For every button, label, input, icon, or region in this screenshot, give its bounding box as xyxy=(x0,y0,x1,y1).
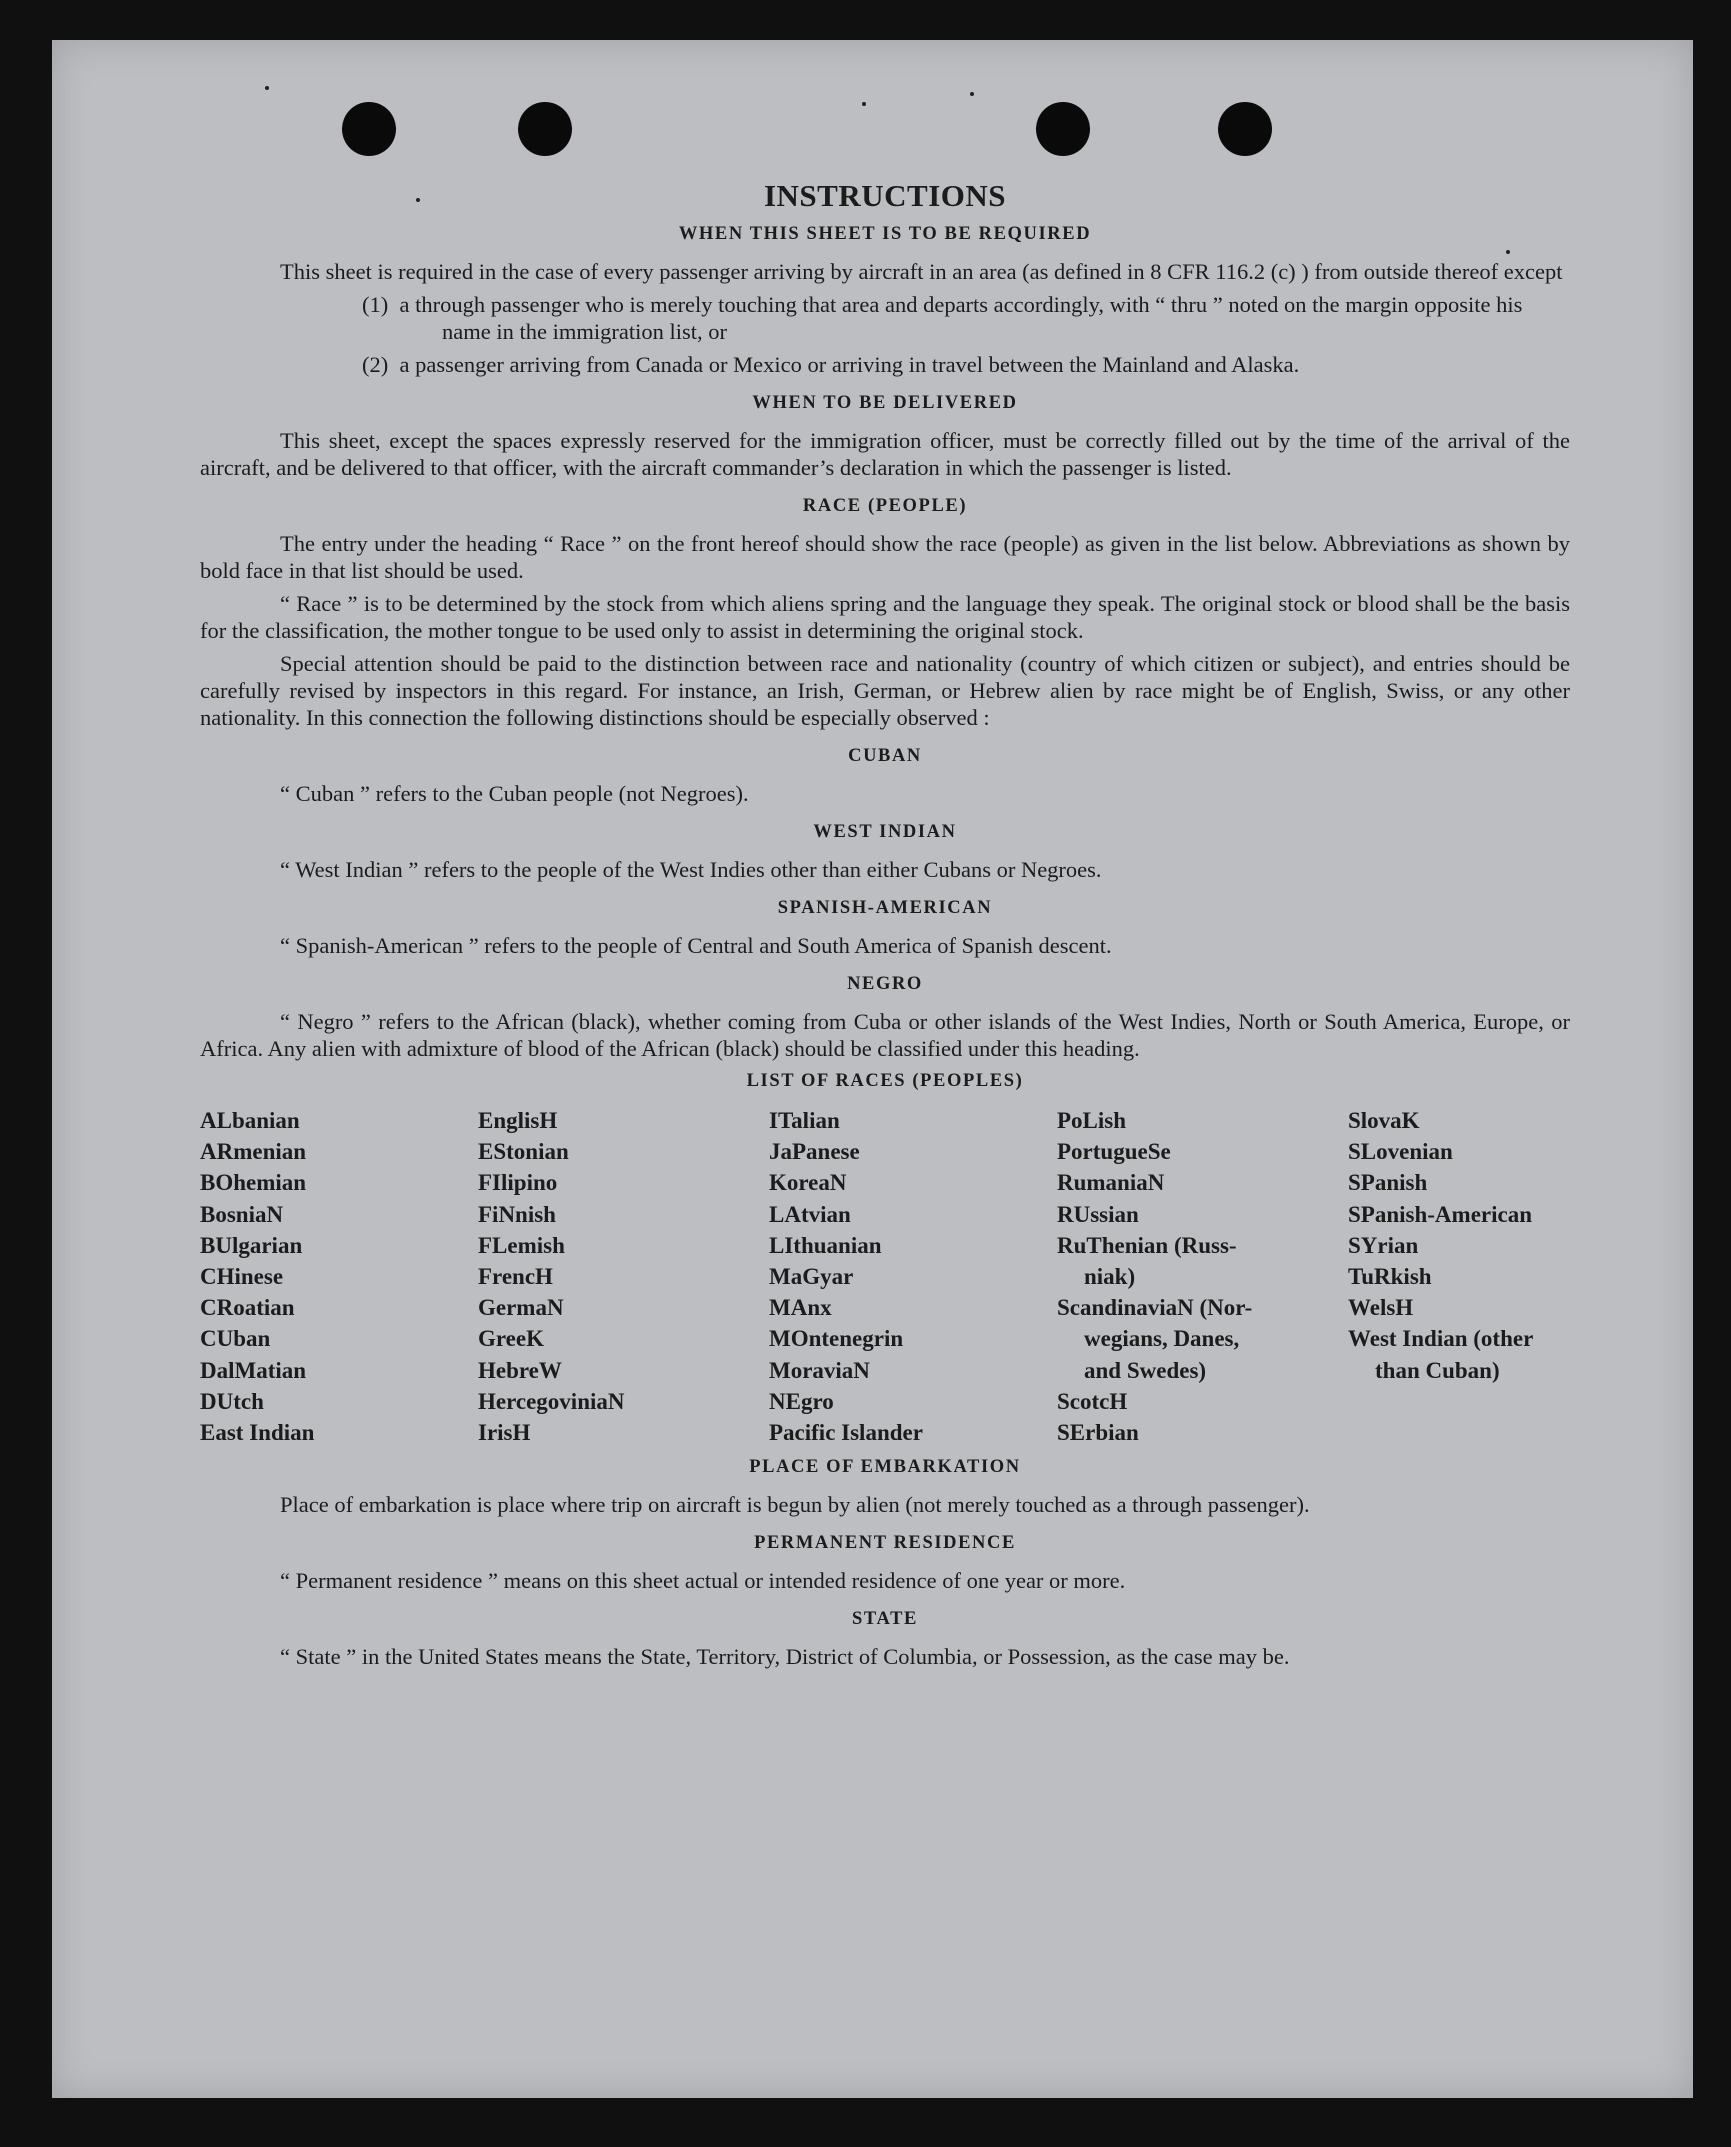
race-entry: SLovenian xyxy=(1348,1139,1453,1165)
race-entry: EnglisH xyxy=(478,1108,558,1133)
race-entry: RUssian xyxy=(1057,1201,1139,1227)
race-entry: EStonian xyxy=(478,1139,569,1165)
document-body xyxy=(200,178,1570,1676)
west-indian-text: “ West Indian ” refers to the people of the West Indies other than either Cubans or Negroes. xyxy=(280,857,1102,882)
race-entry: FiNnish xyxy=(478,1201,556,1227)
race-entry: JaPanese xyxy=(769,1139,860,1165)
race-paragraph-2: “ Race ” is to be determined by the stock from which aliens spring and the language they speak. The original stock or blood shall be the basis for the classification, the mother tongue to be used only to assist in determining the original stock. xyxy=(200,591,1570,643)
race-entry: WelsH xyxy=(1348,1295,1414,1321)
race-entry: RumaniaN xyxy=(1057,1170,1165,1196)
race-entry: niak) xyxy=(1084,1264,1136,1290)
punch-hole xyxy=(1036,102,1090,156)
page-title: INSTRUCTIONS xyxy=(763,178,1006,213)
punch-hole xyxy=(342,102,396,156)
race-entry: CHinese xyxy=(200,1264,284,1290)
speck xyxy=(265,86,269,90)
race-entry: FLemish xyxy=(478,1232,565,1258)
heading-negro: NEGRO xyxy=(847,974,923,994)
required-item-2 xyxy=(200,351,1570,378)
race-entry: DUtch xyxy=(200,1388,264,1414)
heading-list-of-races: LIST OF RACES (PEOPLES) xyxy=(746,1071,1024,1091)
race-entry: Pacific Islander xyxy=(769,1420,923,1446)
heading-state: STATE xyxy=(852,1609,918,1630)
required-item-1 xyxy=(200,291,1570,345)
race-entry: DalMatian xyxy=(200,1357,307,1383)
race-entry: East Indian xyxy=(200,1420,315,1446)
race-entry: West Indian (other xyxy=(1348,1326,1534,1352)
race-column-1 xyxy=(200,1105,462,1448)
race-entry: wegians, Danes, xyxy=(1084,1326,1240,1352)
race-entry: ARmenian xyxy=(200,1139,307,1165)
negro-text: “ Negro ” refers to the African (black), whether coming from Cuba or other islands of the West Indies, North or South America, Europe, or Africa. Any alien with admixture of blood of the African (black) should be classified under this heading. xyxy=(200,1009,1570,1061)
race-column-4 xyxy=(1057,1105,1332,1448)
race-entry: CRoatian xyxy=(200,1295,295,1321)
race-entry: MOntenegrin xyxy=(769,1326,904,1352)
heading-west-indian: WEST INDIAN xyxy=(813,822,957,842)
race-entry: FrencH xyxy=(478,1264,553,1290)
race-paragraph-1: The entry under the heading “ Race ” on the front hereof should show the race (people) as given in the list below. Abbreviations as shown by bold face in that list should be used. xyxy=(200,531,1570,583)
race-entry: SlovaK xyxy=(1348,1108,1420,1133)
race-entry: SPanish-American xyxy=(1348,1201,1532,1227)
item-number: (1) xyxy=(362,292,389,317)
speck xyxy=(970,92,974,96)
item-number: (2) xyxy=(362,352,389,377)
race-entry: ALbanian xyxy=(200,1108,300,1133)
heading-race: RACE (PEOPLE) xyxy=(802,496,968,516)
heading-cuban: CUBAN xyxy=(848,746,922,766)
race-entry: BUlgarian xyxy=(200,1232,303,1258)
race-entry: GermaN xyxy=(478,1295,564,1321)
race-entry: PoLish xyxy=(1057,1108,1127,1133)
race-entry: than Cuban) xyxy=(1375,1357,1500,1383)
state-text: “ State ” in the United States means the State, Territory, District of Columbia, or Possession, as the case may be. xyxy=(280,1644,1290,1670)
race-entry: NEgro xyxy=(769,1388,834,1414)
punch-hole xyxy=(1218,102,1272,156)
race-entry: HercegoviniaN xyxy=(478,1388,625,1414)
race-entry: BosniaN xyxy=(200,1201,284,1227)
residence-text: “ Permanent residence ” means on this sheet actual or intended residence of one year or more. xyxy=(280,1568,1126,1594)
speck xyxy=(862,102,866,106)
item-text: a passenger arriving from Canada or Mexico or arriving in travel between the Mainland and Alaska. xyxy=(399,352,1300,377)
race-entry: RuThenian (Russ- xyxy=(1057,1232,1237,1258)
item-text: a through passenger who is merely touching that area and departs accordingly, with “ thru ” noted on the margin opposite his name in the immigration list, or xyxy=(399,292,1523,344)
required-intro: This sheet is required in the case of every passenger arriving by aircraft in an area (as defined in 8 CFR 116.2 (c) ) from outside thereof except xyxy=(280,259,1563,284)
race-entry: ScandinaviaN (Nor- xyxy=(1057,1295,1253,1321)
race-entry: IrisH xyxy=(478,1420,531,1446)
race-entry: ITalian xyxy=(769,1108,840,1133)
heading-embarkation: PLACE OF EMBARKATION xyxy=(749,1457,1021,1478)
heading-residence: PERMANENT RESIDENCE xyxy=(754,1533,1016,1554)
race-entry: LAtvian xyxy=(769,1201,851,1227)
race-entry: SErbian xyxy=(1057,1420,1139,1446)
race-entry: MaGyar xyxy=(769,1264,854,1290)
race-paragraph-3: Special attention should be paid to the distinction between race and nationality (country of which citizen or subject), and entries should be carefully revised by inspectors in this regard. For instance, an Irish, German, or Hebrew alien by race might be of English, Swiss, or any other nationality. In this connection the following distinctions should be especially observed : xyxy=(200,651,1570,730)
race-column-3 xyxy=(769,1105,1041,1448)
race-list xyxy=(200,1105,1570,1448)
race-entry: LIthuanian xyxy=(769,1232,882,1258)
race-entry: MAnx xyxy=(769,1295,832,1321)
race-column-2 xyxy=(478,1105,753,1448)
race-entry: PortugueSe xyxy=(1057,1139,1171,1165)
document-page xyxy=(52,40,1693,2098)
race-entry: TuRkish xyxy=(1348,1264,1432,1290)
race-entry: and Swedes) xyxy=(1084,1357,1207,1383)
race-entry: SPanish xyxy=(1348,1170,1428,1196)
race-entry: SYrian xyxy=(1348,1232,1419,1258)
delivered-text: This sheet, except the spaces expressly reserved for the immigration officer, must be correctly filled out by the time of the arrival of the aircraft, and be delivered to that officer, with the aircraft commander’s declaration in which the passenger is listed. xyxy=(200,428,1570,480)
race-entry: BOhemian xyxy=(200,1170,307,1196)
race-entry: CUban xyxy=(200,1326,271,1352)
heading-delivered: WHEN TO BE DELIVERED xyxy=(752,393,1018,413)
embarkation-text: Place of embarkation is place where trip on aircraft is begun by alien (not merely touched as a through passenger). xyxy=(280,1492,1310,1518)
spanish-american-text: “ Spanish-American ” refers to the people of Central and South America of Spanish descent. xyxy=(280,933,1112,958)
race-entry: MoraviaN xyxy=(769,1357,870,1383)
race-entry: GreeK xyxy=(478,1326,544,1352)
race-column-5 xyxy=(1348,1105,1570,1448)
race-entry: FIlipino xyxy=(478,1170,558,1196)
heading-spanish-american: SPANISH-AMERICAN xyxy=(777,898,993,918)
punch-hole xyxy=(518,102,572,156)
cuban-text: “ Cuban ” refers to the Cuban people (not Negroes). xyxy=(280,781,749,806)
heading-required: WHEN THIS SHEET IS TO BE REQUIRED xyxy=(678,224,1092,244)
race-entry: KoreaN xyxy=(769,1170,847,1196)
race-entry: HebreW xyxy=(478,1357,562,1383)
race-entry: ScotcH xyxy=(1057,1388,1128,1414)
